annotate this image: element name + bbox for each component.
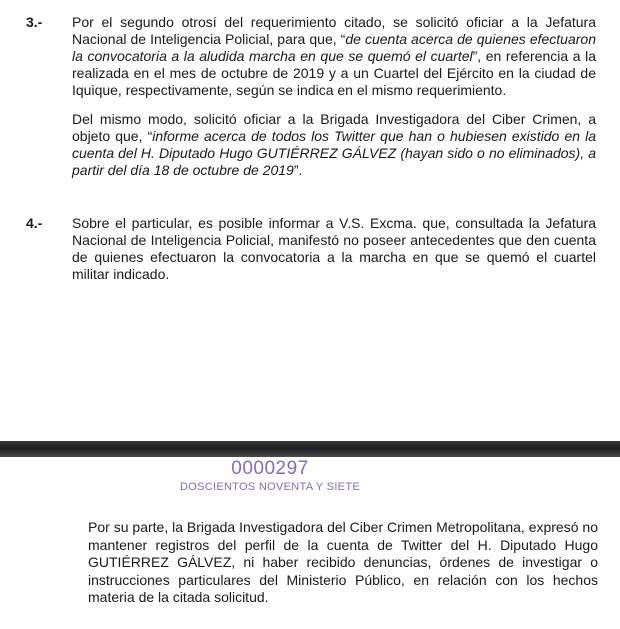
item-3 bbox=[26, 14, 596, 179]
item-number: 4.- bbox=[26, 215, 43, 231]
item-3-paragraph-1 bbox=[72, 14, 596, 99]
quoted-text: informe acerca de todos los Twitter que han o hubiesen existido en la cuenta del H. Diputado Hugo GUTIÉRREZ GÁLVEZ (hayan sido o no eliminados), a partir del día 18 de octubre de 2019 bbox=[72, 128, 596, 178]
item-number: 3.- bbox=[26, 14, 43, 30]
text-run: ”, en referencia a la realizada en el mes de octubre de 2019 y a un Cuartel del Ejército en la ciudad de Iquique, respectivamente, según se indica en el mismo requerimiento. bbox=[72, 48, 596, 98]
page-separator bbox=[0, 441, 620, 457]
folio-stamp-number: 0000297 bbox=[231, 458, 309, 479]
document-page-bottom bbox=[0, 457, 620, 629]
quoted-text: de cuenta acerca de quienes efectuaron la convocatoria a la aludida marcha en que se quemó el cuartel bbox=[72, 31, 596, 64]
item-4 bbox=[26, 215, 596, 283]
text-run: ”. bbox=[293, 162, 303, 178]
item-4-paragraph-1: Sobre el particular, es posible informar a V.S. Excma. que, consultada la Jefatura Nacional de Inteligencia Policial, manifestó no poseer antecedentes que den cuenta de quienes efectuaron la convocatoria a la marcha en que se quemó el cuartel militar indicado. bbox=[72, 215, 596, 282]
page-2-paragraph: Por su parte, la Brigada Investigadora del Ciber Crimen Metropolitana, expresó no mantener registros del perfil de la cuenta de Twitter del H. Diputado Hugo GUTIÉRREZ GÁLVEZ, ni haber recibido denuncias, órdenes de investigar o instrucciones particulares del Ministerio Público, en relación con los hechos materia de la citada solicitud. bbox=[88, 519, 598, 606]
text-run: Del mismo modo, solicitó oficiar a la Brigada Investigadora del Ciber Crimen, a objeto que, “ bbox=[72, 111, 596, 144]
folio-stamp-words: DOSCIENTOS NOVENTA Y SIETE bbox=[180, 481, 360, 493]
text-run: Por el segundo otrosí del requerimiento citado, se solicitó oficiar a la Jefatura Nacional de Inteligencia Policial, para que, “ bbox=[72, 14, 596, 47]
item-body bbox=[72, 14, 596, 179]
item-body bbox=[72, 215, 596, 283]
item-3-paragraph-2 bbox=[72, 111, 596, 179]
